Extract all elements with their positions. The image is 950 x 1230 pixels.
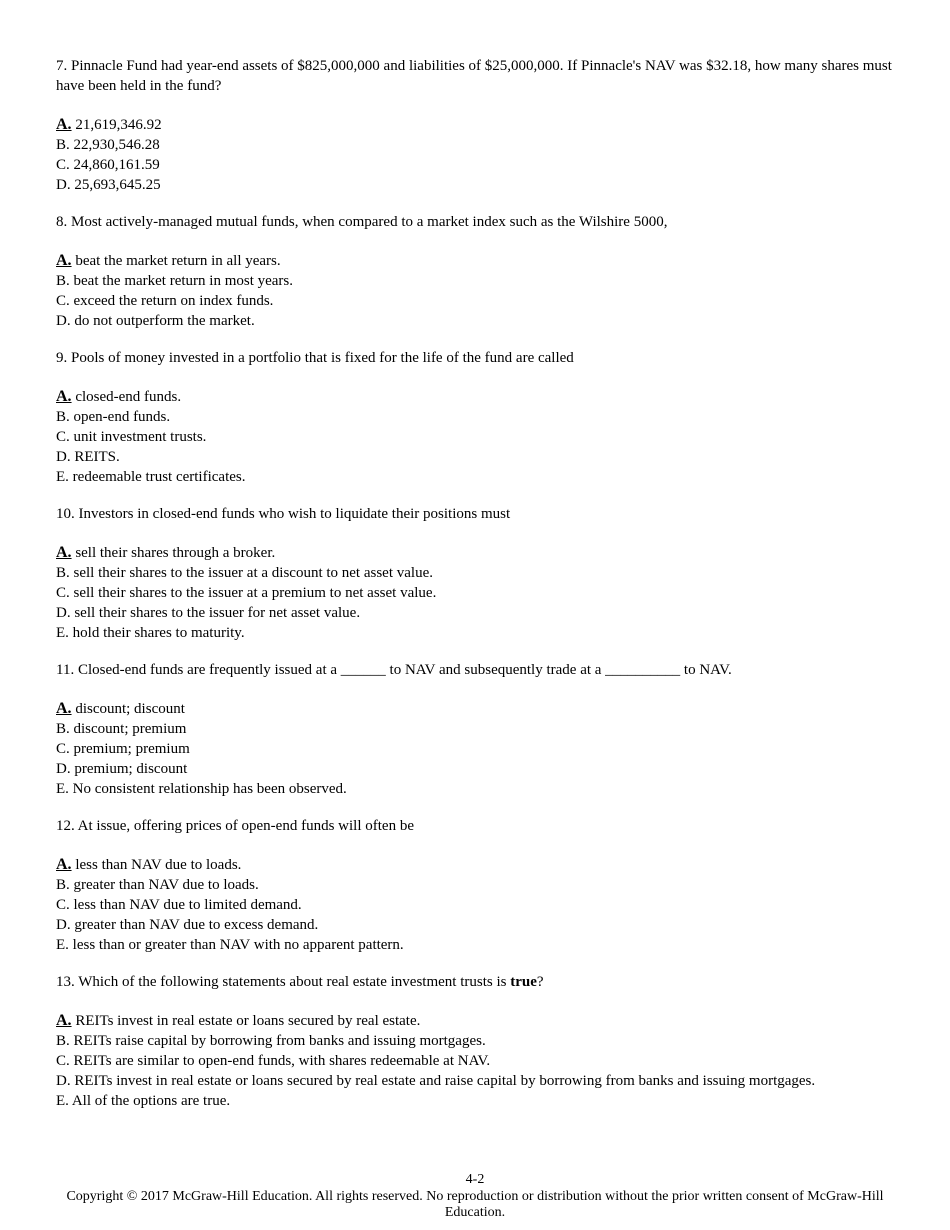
answer-option: D. REITs invest in real estate or loans secured by real estate and raise capital by borrowing from banks and issuing mortgages. [56,1073,816,1089]
question-stem-end: ? [536,974,544,990]
question-stem: 11. Closed-end funds are frequently issued at a ______ to NAV and subsequently trade at a __________ to NAV. [56,662,732,678]
copyright-notice: Copyright © 2017 McGraw-Hill Education. All rights reserved. No reproduction or distribution without the prior written consent of McGraw-Hill Education. [66,1189,884,1220]
correct-answer-letter: A. [56,252,72,269]
answer-option: C. less than NAV due to limited demand. [56,897,302,913]
answer-option: E. redeemable trust certificates. [56,469,246,485]
question-12 [56,816,896,955]
answer-option-correct [56,699,896,719]
answer-option: D. do not outperform the market. [56,313,255,329]
page-footer [56,1172,894,1221]
question-13 [56,972,896,1111]
correct-answer-text: sell their shares through a broker. [75,545,276,561]
question-10 [56,504,896,643]
correct-answer-letter: A. [56,700,72,717]
answer-option: B. open-end funds. [56,409,171,425]
answer-option: D. sell their shares to the issuer for net asset value. [56,605,361,621]
answer-option-correct [56,543,896,563]
correct-answer-letter: A. [56,116,72,133]
answer-option: D. 25,693,645.25 [56,177,161,193]
answer-option: D. greater than NAV due to excess demand. [56,917,319,933]
correct-answer-text: REITs invest in real estate or loans secured by real estate. [75,1013,421,1029]
correct-answer-text: less than NAV due to loads. [75,857,242,873]
question-stem: 12. At issue, offering prices of open-end funds will often be [56,818,414,834]
answer-option: E. All of the options are true. [56,1093,231,1109]
answer-option: C. unit investment trusts. [56,429,207,445]
answer-option: C. 24,860,161.59 [56,157,160,173]
correct-answer-letter: A. [56,544,72,561]
question-list [56,56,896,1128]
question-11 [56,660,896,799]
correct-answer-text: 21,619,346.92 [75,117,162,133]
question-stem-emphasis: true [510,974,537,990]
answer-option: E. less than or greater than NAV with no apparent pattern. [56,937,404,953]
question-stem [56,972,896,992]
answer-option: B. 22,930,546.28 [56,137,160,153]
correct-answer-text: beat the market return in all years. [75,253,281,269]
question-7 [56,56,896,195]
answer-option-correct [56,1011,896,1031]
question-stem: 7. Pinnacle Fund had year-end assets of $825,000,000 and liabilities of $25,000,000. If Pinnacle's NAV was $32.18, how many shares must have been held in the fund? [56,58,892,94]
question-stem-text: 13. Which of the following statements about real estate investment trusts is [56,974,511,990]
answer-option: B. sell their shares to the issuer at a discount to net asset value. [56,565,433,581]
answer-option: D. premium; discount [56,761,188,777]
correct-answer-text: closed-end funds. [75,389,182,405]
answer-option: E. hold their shares to maturity. [56,625,245,641]
answer-option: C. REITs are similar to open-end funds, with shares redeemable at NAV. [56,1053,491,1069]
question-stem: 8. Most actively-managed mutual funds, when compared to a market index such as the Wilshire 5000, [56,214,668,230]
question-8 [56,212,896,331]
correct-answer-letter: A. [56,856,72,873]
answer-option: C. premium; premium [56,741,190,757]
question-stem: 9. Pools of money invested in a portfolio that is fixed for the life of the fund are called [56,350,574,366]
answer-option: C. exceed the return on index funds. [56,293,274,309]
answer-option: D. REITS. [56,449,120,465]
question-stem: 10. Investors in closed-end funds who wish to liquidate their positions must [56,506,511,522]
answer-option: C. sell their shares to the issuer at a premium to net asset value. [56,585,437,601]
correct-answer-letter: A. [56,388,72,405]
page-number: 4-2 [465,1172,485,1187]
answer-option: B. REITs raise capital by borrowing from banks and issuing mortgages. [56,1033,486,1049]
answer-option-correct [56,855,896,875]
correct-answer-letter: A. [56,1012,72,1029]
answer-option-correct [56,115,896,135]
answer-option: E. No consistent relationship has been observed. [56,781,347,797]
correct-answer-text: discount; discount [75,701,185,717]
answer-option: B. beat the market return in most years. [56,273,294,289]
answer-option-correct [56,251,896,271]
answer-option: B. greater than NAV due to loads. [56,877,259,893]
question-9 [56,348,896,487]
answer-option-correct [56,387,896,407]
answer-option: B. discount; premium [56,721,187,737]
